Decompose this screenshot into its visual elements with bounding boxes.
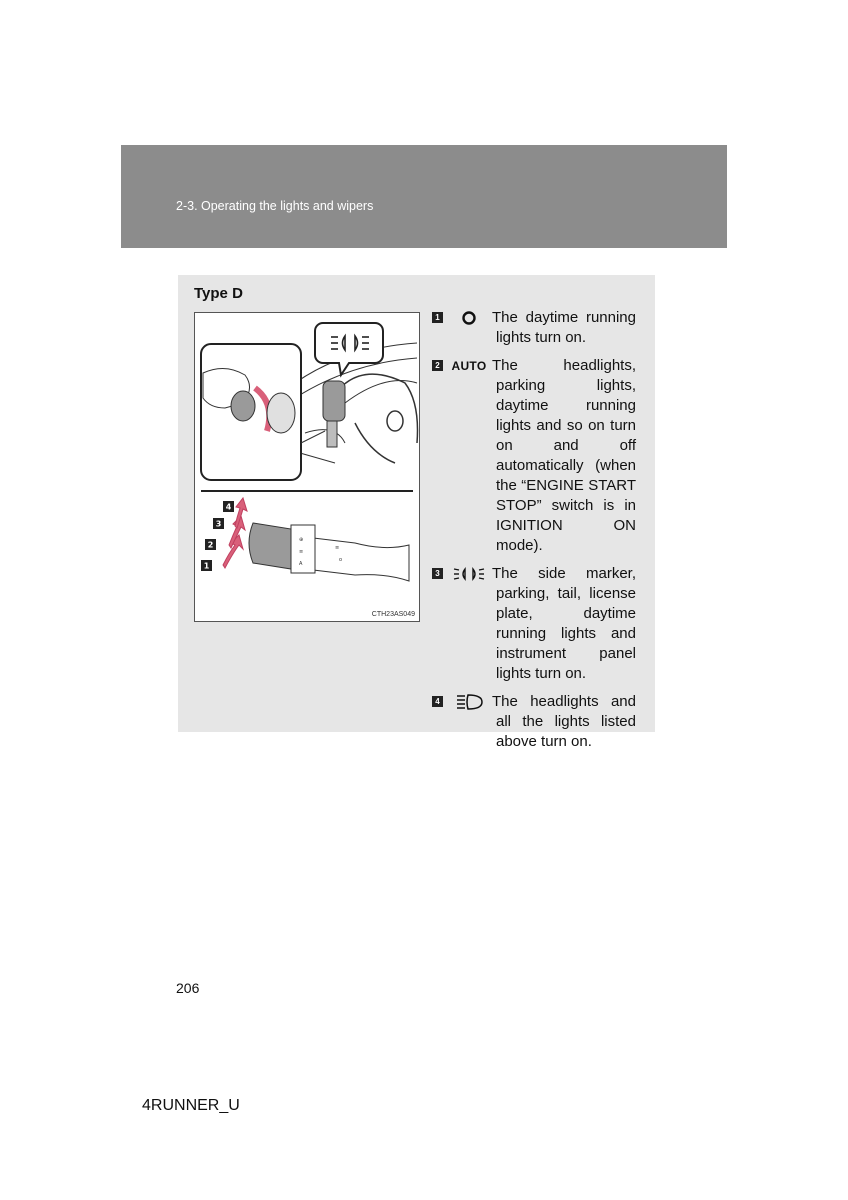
setting-list <box>432 308 636 760</box>
item-description: The daytime running lights turn on. <box>492 309 636 346</box>
list-item <box>432 356 636 556</box>
item-number: 3 <box>432 568 443 579</box>
callout-1-label: 1 <box>203 561 210 571</box>
svg-text:A: A <box>299 561 303 567</box>
headlight-icon <box>450 692 488 712</box>
page-number: 206 <box>176 980 200 996</box>
callout-2-label: 2 <box>207 540 214 550</box>
figure-code: CTH23AS049 <box>371 611 415 618</box>
item-description: The side marker, parking, tail, license plate, daytime running lights and instrument panel lights turn on. <box>492 565 636 682</box>
light-switch-drawing <box>195 313 419 621</box>
callout-4-label: 4 <box>225 502 232 512</box>
type-label: Type D <box>194 285 243 302</box>
item-number: 4 <box>432 696 443 707</box>
item-description: The headlights, parking lights, daytime running lights and so on turn on and off automatically (when the “ENGINE START STOP” switch is in IGNITION ON mode). <box>492 357 636 554</box>
item-number: 1 <box>432 312 443 323</box>
svg-text:o: o <box>339 557 343 563</box>
item-description: The headlights and all the lights listed above turn on. <box>492 693 636 750</box>
light-switch-illustration <box>194 312 420 622</box>
footer-model: 4RUNNER_U <box>142 1097 240 1114</box>
list-item <box>432 564 636 684</box>
off-circle-icon <box>450 308 488 328</box>
svg-text:≡: ≡ <box>335 545 340 551</box>
svg-text:⊕: ⊕ <box>299 537 304 543</box>
side-marker-lights-icon <box>450 564 488 584</box>
section-title: 2-3. Operating the lights and wipers <box>176 199 374 213</box>
list-item <box>432 308 636 348</box>
svg-text:≡: ≡ <box>299 549 304 555</box>
section-header <box>121 145 727 248</box>
auto-symbol: AUTO <box>451 359 487 373</box>
item-number: 2 <box>432 360 443 371</box>
list-item <box>432 692 636 752</box>
content-panel <box>178 275 655 750</box>
callout-3-label: 3 <box>215 519 222 529</box>
